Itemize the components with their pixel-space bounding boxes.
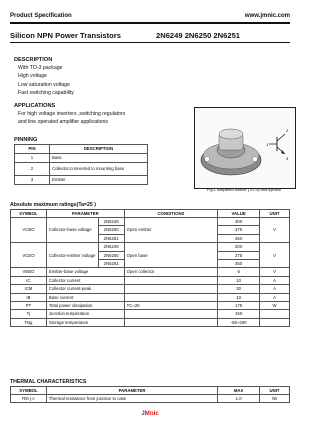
variant-cell: 2N6250 [98,226,124,234]
conditions-cell [124,293,218,301]
col-parameter: PARAMETER [46,387,217,395]
variant-cell: 2N6251 [98,259,124,267]
symbol-cell: Rth j-c [11,395,47,403]
table-row [15,163,148,176]
symbol-cell: VCEO [11,243,47,268]
variant-cell: 2N6249 [98,218,124,226]
variant-cell: 2N6250 [98,251,124,259]
col-max: MAX [218,387,260,395]
symbol-cell: Tstg [11,318,47,326]
value-cell: 200 [218,243,260,251]
symbol-cell: Tj [11,310,47,318]
parameter-cell: Thermal resistance from junction to case [46,395,217,403]
unit-cell: V [260,218,290,243]
col-unit: UNIT [260,387,290,395]
unit-cell: V [260,243,290,268]
variant-cell: 2N6249 [98,243,124,251]
pin-label: 3 [286,156,289,161]
symbol-cell: IC [11,276,47,284]
conditions-cell [124,276,218,284]
parameter-cell: Collector-base voltage [46,218,98,243]
abs-max-table [10,209,290,327]
value-cell: 175 [218,301,260,309]
pin-description: Emitter [50,176,148,185]
col-unit: UNIT [260,210,290,218]
parameter-cell: Collector current-peak [46,285,124,293]
applications-item: and line operated amplifier applications [18,119,108,126]
unit-cell: A [260,285,290,293]
conditions-cell [124,310,218,318]
to3-package-drawing [195,108,295,188]
applications-list [18,110,125,127]
parameter-cell: Base current [46,293,124,301]
conditions-cell [124,285,218,293]
symbol-cell: ICM [11,285,47,293]
footer-brand [0,410,300,417]
pin-description: Base [50,154,148,163]
description-list [18,64,74,98]
unit-cell: /W [260,395,290,403]
title-rule [10,42,290,43]
table-row [11,285,290,293]
description-heading: DESCRIPTION [14,57,53,63]
pin-label: 2 [286,128,289,133]
header-rule [10,22,290,24]
part-numbers: 2N6249 2N6250 2N6251 [156,31,241,40]
value-cell: 6 [218,268,260,276]
unit-cell: W [260,301,290,309]
table-row [11,268,290,276]
parameter-cell: Emitter-base voltage [46,268,124,276]
product-spec-label: Product Specification [10,13,72,19]
parameter-cell: Collector-emitter voltage [46,243,98,268]
description-item: Low saturation voltage [18,81,70,88]
col-conditions: CONDITIONS [124,210,218,218]
value-cell: 300 [218,218,260,226]
thermal-table [10,386,290,403]
table-row [11,301,290,309]
brand-name: Mnic [144,410,159,417]
conditions-cell: Open base [124,243,218,268]
parameter-cell: Storage temperature [46,318,124,326]
website-label: www.jmnic.com [244,13,290,19]
value-cell: 275 [218,251,260,259]
unit-cell [260,318,290,326]
value-cell: 30 [218,285,260,293]
table-row [11,318,290,326]
unit-cell: V [260,268,290,276]
pin-description: Collector;connected to mounting base [50,163,148,176]
table-row [15,176,148,185]
unit-cell: A [260,293,290,301]
variant-cell: 2N6251 [98,234,124,242]
conditions-cell: Open emitter [124,218,218,243]
symbol-cell: PT [11,301,47,309]
table-row [15,154,148,163]
applications-item: For high voltage inverters ,switching regulators [18,111,126,117]
pin-number: 3 [15,176,50,185]
pin-number: 1 [15,154,50,163]
parameter-cell: Collector current [46,276,124,284]
table-row [11,276,290,284]
pinning-table [14,144,148,185]
description-item: High voltage [18,73,47,80]
table-row [11,293,290,301]
max-cell: 1.0 [218,395,260,403]
col-symbol: SYMBOL [11,387,47,395]
pin-label: 1 [266,142,269,147]
conditions-cell: Open collector [124,268,218,276]
symbol-cell: VCBO [11,218,47,243]
value-cell: 150 [218,310,260,318]
conditions-cell: TC=25 [124,301,218,309]
page-title: Silicon NPN Power Transistors [10,31,121,40]
value-cell: 375 [218,226,260,234]
unit-cell [260,310,290,318]
figure-caption: Fig.1 simplified outline (TO-3) and symbol [207,187,281,192]
value-cell: 10 [218,276,260,284]
table-row [11,243,290,251]
table-row [11,218,290,226]
unit-cell: A [260,276,290,284]
table-row [11,310,290,318]
parameter-cell: Junction temperature [46,310,124,318]
pin-number: 2 [15,163,50,176]
applications-heading: APPLICATIONS [14,103,56,109]
value-cell: -65~200 [218,318,260,326]
symbol-cell: VEBO [11,268,47,276]
value-cell: 450 [218,234,260,242]
pinning-col-pin: PIN [15,145,50,154]
pinning-heading: PINNING [14,137,38,143]
pinning-col-description: DESCRIPTION [50,145,148,154]
symbol-cell: IB [11,293,47,301]
table-row [11,395,290,403]
col-symbol: SYMBOL [11,210,47,218]
col-parameter: PARAMETER [46,210,124,218]
thermal-heading: THERMAL CHARACTERISTICS [10,379,87,385]
to3-package-figure [194,107,296,189]
value-cell: 350 [218,259,260,267]
brand-letter: J [141,410,145,417]
conditions-cell [124,318,218,326]
description-item: Fast switching capability [18,90,74,97]
description-item: With TO-3 package [18,65,63,71]
value-cell: 10 [218,293,260,301]
abs-max-heading: Absolute maximum ratings(Ta=25 ) [10,202,96,208]
parameter-cell: Total power dissipation [46,301,124,309]
col-value: VALUE [218,210,260,218]
